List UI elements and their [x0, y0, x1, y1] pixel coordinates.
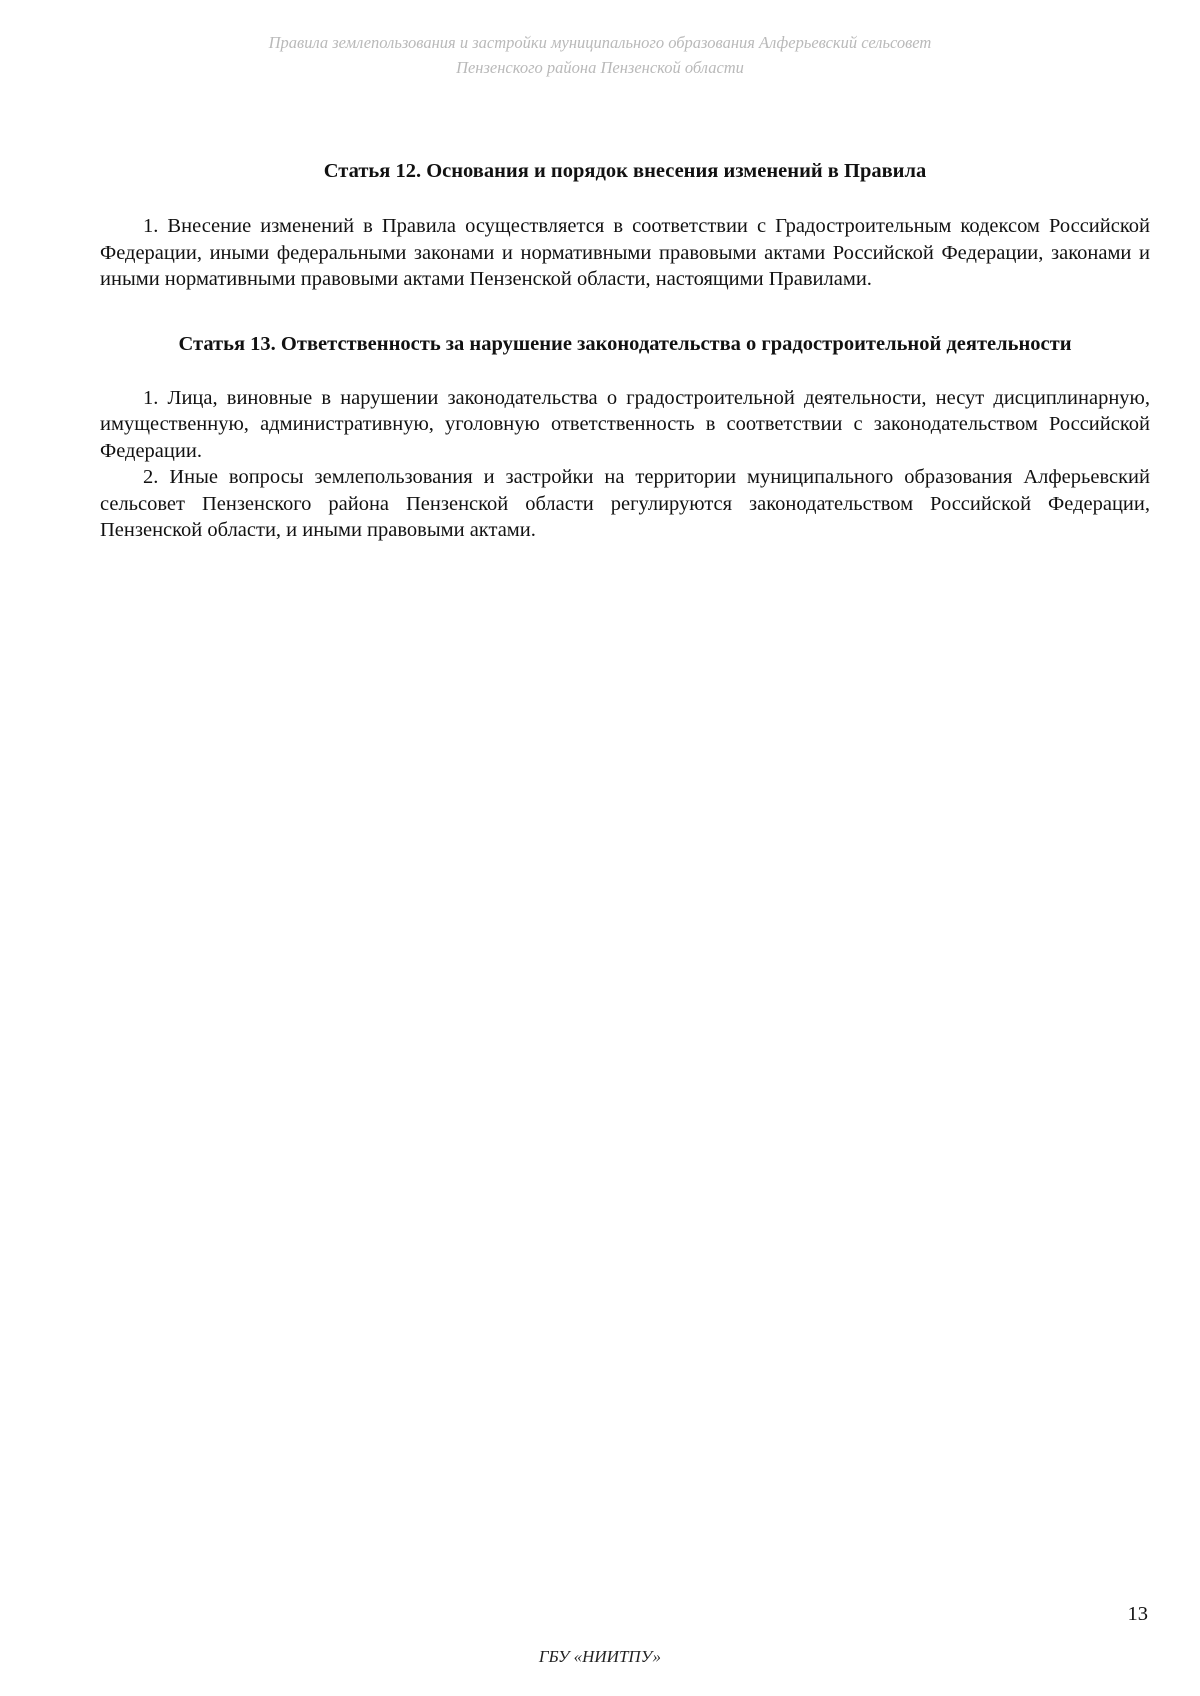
page-number: 13	[1127, 1603, 1148, 1625]
article-12-title: Статья 12. Основания и порядок внесения изменений в Правила	[323, 160, 927, 182]
article-12-paragraph-1: 1. Внесение изменений в Правила осуществляется в соответствии с Градостроительным кодексом Российской Федерации, иными федеральными законами и нормативными правовыми актами Российской Федерации, законами и иными нормативными правовыми актами Пензенской области, настоящими Правилами.	[100, 215, 1150, 290]
running-header-line-1: Правила землепользования и застройки муниципального образования Алферьевский сельсовет	[268, 33, 932, 52]
running-header-line-2: Пензенского района Пензенской области	[456, 58, 744, 77]
article-12-body	[100, 213, 1150, 293]
footer-organization: ГБУ «НИИТПУ»	[538, 1647, 662, 1666]
article-13	[100, 331, 1150, 544]
article-13-paragraph-2: 2. Иные вопросы землепользования и застройки на территории муниципального образования Алферьевский сельсовет Пензенского района Пензенской области регулируются законодательством Российской Федерации, Пензенской области, и иными правовыми актами.	[100, 466, 1150, 541]
article-13-paragraph-1: 1. Лица, виновные в нарушении законодательства о градостроительной деятельности, несут дисциплинарную, имущественную, административную, уголовную ответственность в соответствии с законодательством Российской Федерации.	[100, 386, 1150, 462]
document-body	[100, 158, 1150, 544]
article-13-body	[100, 385, 1150, 544]
article-12	[100, 158, 1150, 293]
article-13-title: Статья 13. Ответственность за нарушение законодательства о градостроительной деятельности	[178, 332, 1072, 355]
running-header	[150, 30, 1050, 80]
